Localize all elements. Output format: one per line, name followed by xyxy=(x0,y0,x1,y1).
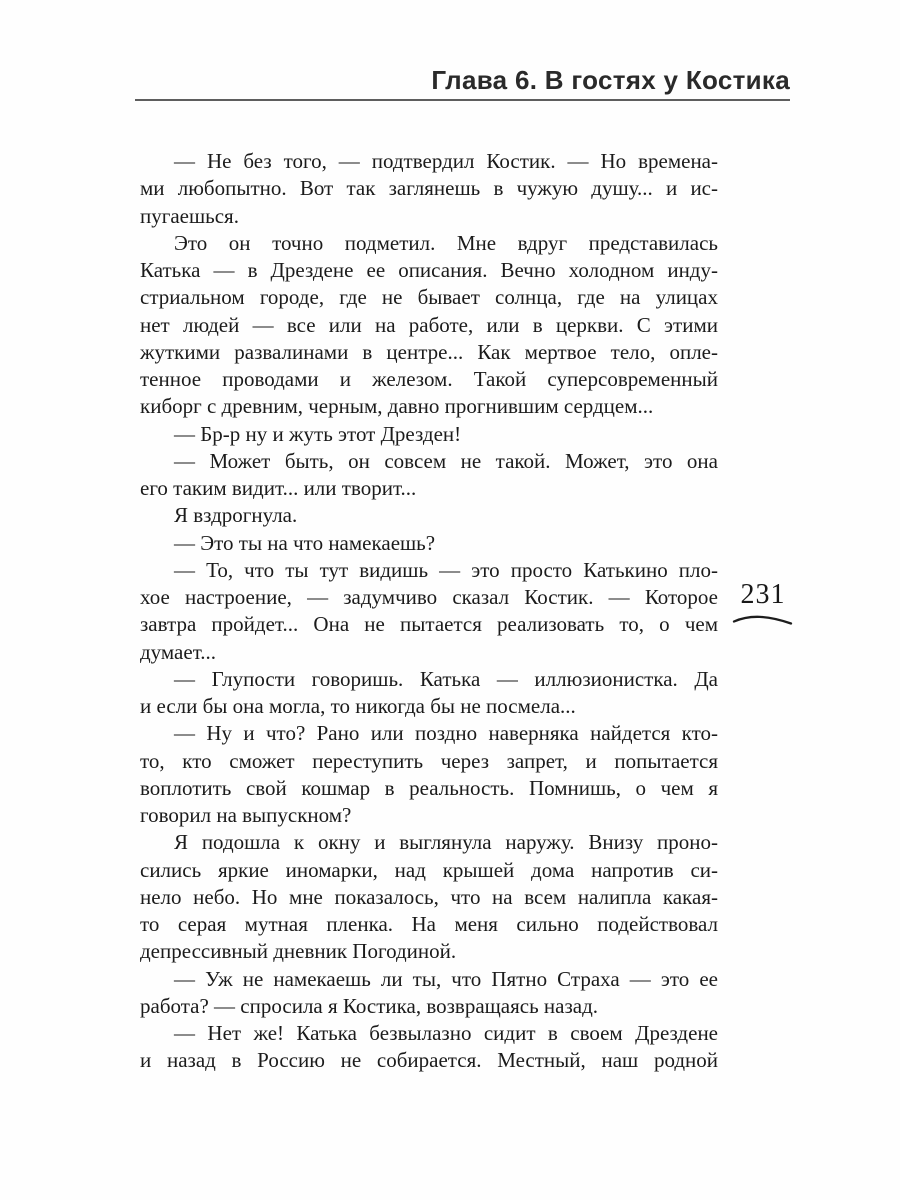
text-line: его таким видит... или творит... xyxy=(140,476,417,500)
text-line: то, кто сможет переступить через запрет, и попытается xyxy=(140,748,718,773)
text-line: ми любопытно. Вот так заглянешь в чужую душу... и ис- xyxy=(140,176,718,201)
text-line: завтра пройдет... Она не пытается реализовать то, о чем xyxy=(140,612,718,637)
paragraph xyxy=(140,502,718,529)
page-number: 231 xyxy=(740,579,786,610)
text-line: Я вздрогнула. xyxy=(174,503,298,528)
text-line: нет людей — все или на работе, или в церкви. С этими xyxy=(140,312,718,337)
paragraph xyxy=(140,530,718,557)
chapter-running-head: Глава 6. В гостях у Костика xyxy=(431,65,790,95)
text-line: — Это ты на что намекаешь? xyxy=(174,530,436,555)
text-line: Катька — в Дрездене ее описания. Вечно холодном инду- xyxy=(140,258,718,282)
text-line: — То, что ты тут видишь — это просто Катькино пло- xyxy=(174,557,718,582)
text-line: воплотить свой кошмар в реальность. Помнишь, о чем я xyxy=(140,775,718,800)
text-line: Это он точно подметил. Мне вдруг представилась xyxy=(174,230,718,255)
text-line: тенное проводами и железом. Такой суперсовременный xyxy=(140,367,718,391)
paragraph xyxy=(140,829,718,965)
paragraph xyxy=(140,720,718,829)
text-line: и если бы она могла, то никогда бы не посмела... xyxy=(140,694,576,718)
paragraph xyxy=(140,1020,718,1075)
text-line: Я подошла к окну и выглянула наружу. Внизу проно- xyxy=(174,830,718,855)
text-line: киборг с древним, черным, давно прогнившим сердцем... xyxy=(140,394,654,419)
paragraph xyxy=(140,557,718,666)
text-line: — Нет же! Катька безвылазно сидит в своем Дрездене xyxy=(174,1021,718,1045)
text-line: нело небо. Но мне показалось, что на всем налипла какая- xyxy=(140,884,718,909)
paragraph xyxy=(140,448,718,503)
text-line: то серая мутная пленка. На меня сильно подействовал xyxy=(140,912,718,936)
page-number-block xyxy=(729,581,797,626)
text-line: — Бр-р ну и жуть этот Дрезден! xyxy=(174,421,462,446)
page-number-swoosh-icon xyxy=(732,613,794,626)
paragraph xyxy=(140,421,718,448)
text-line: депрессивный дневник Погодиной. xyxy=(140,939,457,964)
text-line: — Не без того, — подтвердил Костик. — Но времена- xyxy=(174,149,718,173)
text-line: — Уж не намекаешь ли ты, что Пятно Страха — это ее xyxy=(174,966,718,991)
paragraph xyxy=(140,966,718,1021)
text-line: работа? — спросила я Костика, возвращаясь назад. xyxy=(140,993,599,1018)
text-line: жуткими развалинами в центре... Как мертвое тело, опле- xyxy=(140,339,718,364)
text-line: — Ну и что? Рано или поздно наверняка найдется кто- xyxy=(174,721,718,746)
text-line: говорил на выпускном? xyxy=(140,803,352,827)
text-line: хое настроение, — задумчиво сказал Костик. — Которое xyxy=(140,585,718,609)
header-rule xyxy=(135,99,790,101)
text-line: думает... xyxy=(140,639,217,664)
paragraph xyxy=(140,148,718,230)
body-text-block xyxy=(140,148,718,1075)
text-line: стриальном городе, где не бывает солнца, где на улицах xyxy=(140,285,718,310)
text-line: пугаешься. xyxy=(140,203,239,228)
paragraph xyxy=(140,666,718,721)
paragraph xyxy=(140,230,718,421)
text-line: и назад в Россию не собирается. Местный, наш родной xyxy=(140,1048,718,1073)
text-line: — Может быть, он совсем не такой. Может, это она xyxy=(174,448,718,473)
text-line: — Глупости говоришь. Катька — иллюзионистка. Да xyxy=(174,666,718,691)
text-line: сились яркие иномарки, над крышей дома напротив си- xyxy=(140,857,718,882)
